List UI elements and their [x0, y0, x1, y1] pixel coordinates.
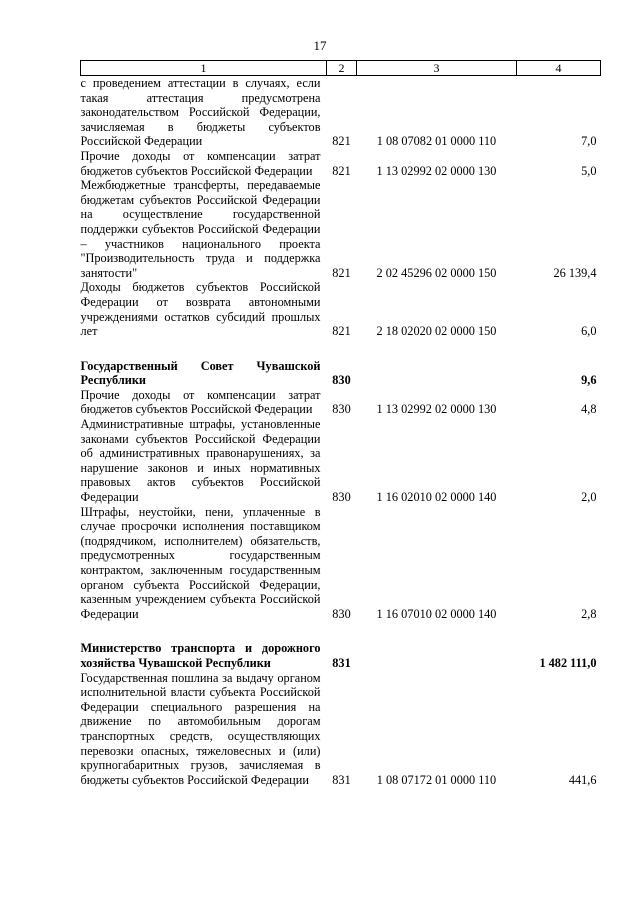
row-budget-code: 2 02 45296 02 0000 150	[376, 265, 497, 280]
row-budget-code: 1 08 07172 01 0000 110	[376, 772, 497, 787]
row-budget-code: 1 13 02992 02 0000 130	[376, 402, 497, 417]
column-header: 2	[327, 61, 357, 76]
org-row	[81, 621, 601, 670]
row-admin-code: 830	[332, 606, 351, 621]
table-row	[81, 76, 601, 149]
table-row	[81, 149, 601, 178]
row-amount: 2,8	[581, 606, 597, 621]
row-description: Административные штрафы, установленные законами субъектов Российской Федерации об административных правонарушениях, за нарушение законов и иных нормативных правовых актов субъектов Российской Федерации	[80, 417, 321, 505]
table-row	[81, 280, 601, 338]
row-amount: 4,8	[581, 402, 597, 417]
table-row	[81, 178, 601, 280]
row-admin-code: 831	[332, 772, 351, 787]
row-amount: 26 139,4	[553, 265, 597, 280]
table-body	[81, 76, 601, 788]
row-description: Прочие доходы от компенсации затрат бюджетов субъектов Российской Федерации	[80, 387, 321, 417]
row-description: Доходы бюджетов субъектов Российской Федерации от возврата автономными учреждениями остатков субсидий прошлых лет	[80, 280, 321, 339]
revenue-table	[80, 60, 601, 787]
row-description: Прочие доходы от компенсации затрат бюджетов субъектов Российской Федерации	[80, 148, 321, 178]
org-row	[81, 339, 601, 388]
row-amount: 7,0	[581, 134, 597, 149]
row-description: Государственный Совет Чувашской Республики	[80, 358, 321, 388]
table-header-row	[81, 61, 601, 76]
table-row	[81, 505, 601, 622]
row-admin-code: 830	[332, 373, 351, 388]
row-description: Государственная пошлина за выдачу органом исполнительной власти субъекта Российской Федерации специального разрешения на движение по автомобильным дорогам транспортных средств, осуществляющих перевозки опасных, тяжеловесных и (или) крупногабаритных грузов, зачисляемая в бюджеты субъектов Российской Федерации	[80, 670, 321, 787]
row-admin-code: 821	[332, 324, 351, 339]
row-description: с проведением аттестации в случаях, если такая аттестация предусмотрена законодательством Российской Федерации, зачисляемая в бюджеты субъектов Российской Федерации	[80, 76, 321, 149]
row-amount: 1 482 111,0	[539, 655, 597, 670]
row-amount: 6,0	[581, 324, 597, 339]
row-description: Министерство транспорта и дорожного хозяйства Чувашской Республики	[80, 641, 321, 670]
row-description: Штрафы, неустойки, пени, уплаченные в случае просрочки исполнения поставщиком (подрядчиком, исполнителем) обязательств, предусмотренных государственным контрактом, заключенным государственным органом субъекта Российской Федерации, казенным учреждением субъекта Российской Федерации	[80, 504, 321, 621]
row-admin-code: 821	[332, 134, 351, 149]
row-amount: 9,6	[581, 373, 597, 388]
row-admin-code: 830	[332, 490, 351, 505]
row-budget-code	[357, 621, 517, 670]
row-amount: 2,0	[581, 490, 597, 505]
row-budget-code: 2 18 02020 02 0000 150	[376, 324, 497, 339]
row-description: Межбюджетные трансферты, передаваемые бюджетам субъектов Российской Федерации на осуществление государственной поддержки субъектов Российской Федерации – участников национального проекта "Производительность труда и поддержка занятости"	[80, 178, 321, 280]
column-header: 4	[517, 61, 601, 76]
row-budget-code: 1 16 02010 02 0000 140	[376, 490, 497, 505]
row-admin-code: 821	[332, 265, 351, 280]
table-row	[81, 671, 601, 788]
row-budget-code	[357, 339, 517, 388]
column-header: 3	[357, 61, 517, 76]
column-header: 1	[81, 61, 327, 76]
row-budget-code: 1 08 07082 01 0000 110	[376, 134, 497, 149]
row-budget-code: 1 13 02992 02 0000 130	[376, 163, 497, 178]
row-admin-code: 821	[332, 163, 351, 178]
row-budget-code: 1 16 07010 02 0000 140	[376, 606, 497, 621]
page-number: 17	[313, 38, 327, 53]
row-amount: 441,6	[568, 772, 597, 787]
table-row	[81, 417, 601, 505]
row-admin-code: 831	[332, 655, 351, 670]
row-admin-code: 830	[332, 402, 351, 417]
table-row	[81, 388, 601, 417]
row-amount: 5,0	[581, 163, 597, 178]
